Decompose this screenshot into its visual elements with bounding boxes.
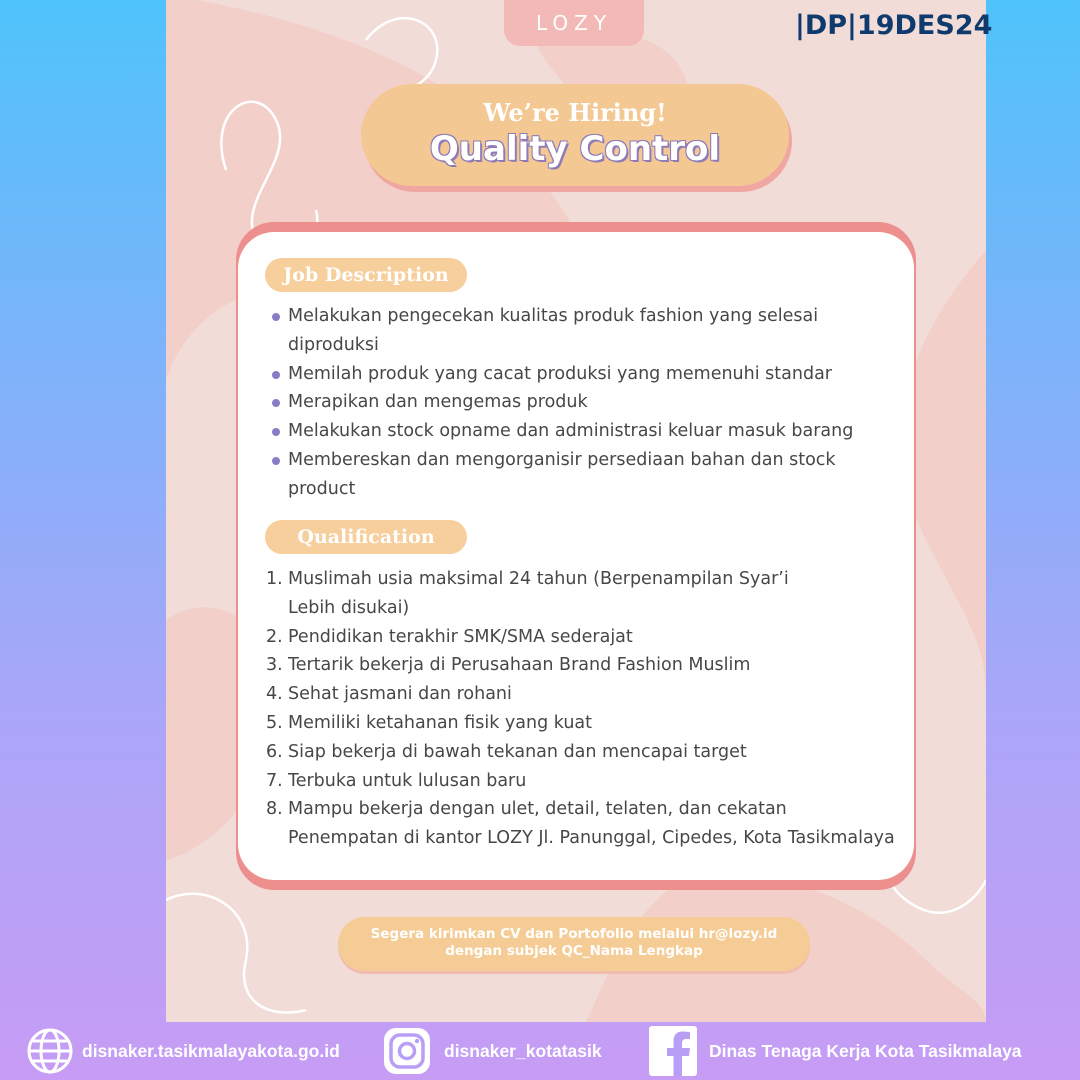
list-item: Melakukan pengecekan kualitas produk fashion yang selesai [270, 302, 910, 331]
brand-tab: LOZY [504, 0, 644, 46]
list-item: Memilah produk yang cacat produksi yang memenuhi standar [270, 360, 910, 389]
facebook-icon [649, 1026, 697, 1076]
instagram-icon [382, 1026, 432, 1076]
list-item: diproduksi [288, 334, 379, 355]
cta-banner [338, 917, 810, 971]
footer-bar [0, 1022, 1080, 1080]
list-item: Melakukan stock opname dan administrasi keluar masuk barang [270, 417, 910, 446]
footer-website[interactable] [26, 1027, 340, 1075]
list-item [266, 623, 910, 652]
job-description-heading: Job Description [265, 258, 467, 292]
item-number: 8. [266, 799, 283, 820]
hiring-banner [361, 84, 789, 186]
list-item: Merapikan dan mengemas produk [270, 388, 910, 417]
cta-line-1: Segera kirimkan CV dan Portofolio melalui hr@lozy.id [370, 926, 778, 942]
qualification-list [266, 565, 910, 853]
list-item [270, 824, 910, 853]
footer-instagram[interactable] [382, 1026, 602, 1076]
job-description-list [270, 302, 910, 504]
item-text: Tertarik bekerja di Perusahaan Brand Fashion Muslim [288, 655, 751, 676]
list-item: product [288, 478, 356, 499]
list-item [266, 680, 910, 709]
item-number: 7. [266, 770, 283, 791]
item-number: 3. [266, 655, 283, 676]
instagram-text: disnaker_kotatasik [444, 1040, 602, 1061]
qualification-heading: Qualification [265, 520, 467, 554]
globe-icon [26, 1027, 74, 1075]
list-item [266, 651, 910, 680]
item-number: 6. [266, 741, 283, 762]
item-text: Muslimah usia maksimal 24 tahun (Berpenampilan Syar’i [288, 569, 789, 589]
list-item [270, 594, 910, 623]
cta-line-2: dengan subjek QC_Nama Lengkap [445, 943, 703, 959]
list-item [266, 795, 910, 824]
item-number: 4. [266, 684, 283, 705]
website-text: disnaker.tasikmalayakota.go.id [82, 1040, 340, 1061]
item-number: 2. [266, 626, 283, 647]
item-text: Mampu bekerja dengan ulet, detail, telaten, dan cekatan [288, 799, 787, 820]
post-code: |DP|19DES24 [795, 10, 993, 41]
list-item [266, 767, 910, 796]
item-text: Terbuka untuk lulusan baru [288, 770, 527, 791]
list-item [266, 709, 910, 738]
facebook-text: Dinas Tenaga Kerja Kota Tasikmalaya [709, 1040, 1022, 1061]
item-number: 1. [266, 569, 283, 589]
item-text: Penempatan di kantor LOZY Jl. Panunggal, Cipedes, Kota Tasikmalaya [288, 828, 895, 849]
item-number: 5. [266, 712, 283, 733]
list-item [266, 738, 910, 767]
item-text: Lebih disukai) [288, 597, 410, 618]
list-item [266, 565, 910, 594]
list-item: Membereskan dan mengorganisir persediaan bahan dan stock [270, 446, 910, 475]
item-text: Memiliki ketahanan fisik yang kuat [288, 712, 593, 733]
position-title: Quality Control [429, 129, 721, 169]
footer-facebook[interactable] [649, 1026, 1022, 1076]
item-text: Pendidikan terakhir SMK/SMA sederajat [288, 626, 633, 647]
hiring-line: We’re Hiring! [483, 98, 667, 127]
item-text: Sehat jasmani dan rohani [288, 684, 512, 705]
item-text: Siap bekerja di bawah tekanan dan mencapai target [288, 741, 747, 762]
